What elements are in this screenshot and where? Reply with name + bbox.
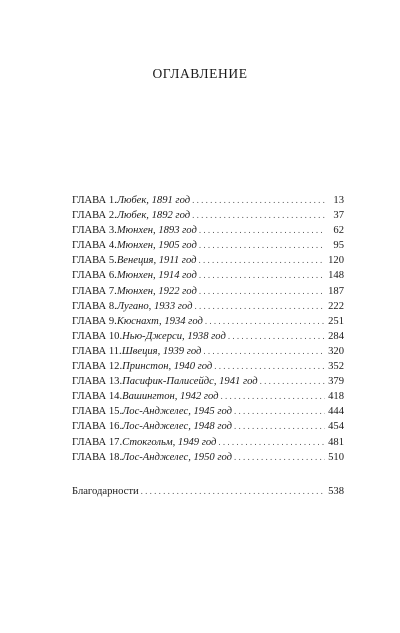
- page-number: 187: [328, 285, 344, 297]
- dot-leader: [199, 223, 325, 238]
- chapter-title: Венеция, 1911 год: [116, 255, 197, 267]
- chapter-title: Стокгольм, 1949 год: [122, 436, 217, 448]
- chapter-label: ГЛАВА 15.: [72, 406, 123, 418]
- dot-leader: [198, 253, 325, 268]
- page-number: 379: [328, 376, 344, 388]
- chapter-label: ГЛАВА 12.: [72, 361, 123, 373]
- dot-leader: [192, 208, 325, 223]
- chapter-label: ГЛАВА 7.: [72, 285, 117, 297]
- dot-leader: [234, 450, 325, 465]
- chapter-label: ГЛАВА 1.: [72, 195, 117, 206]
- chapter-title: Мюнхен, 1914 год: [116, 270, 197, 282]
- dot-leader: [260, 374, 325, 389]
- chapter-label: ГЛАВА 6.: [72, 270, 117, 282]
- page-number: 418: [328, 391, 344, 403]
- page-number: 148: [328, 270, 344, 282]
- dot-leader: [203, 344, 325, 359]
- toc-list: [72, 193, 344, 499]
- chapter-title: Любек, 1892 год: [116, 210, 191, 222]
- chapter-label: ГЛАВА 5.: [72, 255, 117, 267]
- chapter-title: Кюснахт, 1934 год: [116, 315, 203, 327]
- dot-leader: [218, 435, 325, 450]
- chapter-title: Лос-Анджелес, 1945 год: [122, 406, 232, 418]
- toc-entry-chapter-18[interactable]: [72, 450, 344, 465]
- page-number: 481: [328, 436, 344, 448]
- toc-entry-chapter-11[interactable]: [72, 344, 344, 359]
- chapter-title: Вашингтон, 1942 год: [122, 391, 219, 403]
- dot-leader: [192, 193, 325, 208]
- page-number: 320: [328, 345, 344, 357]
- page-number: 62: [333, 225, 344, 237]
- chapter-label: ГЛАВА 14.: [72, 391, 123, 403]
- chapter-title: Мюнхен, 1893 год: [116, 225, 197, 237]
- page-number: 222: [328, 300, 344, 312]
- toc-entry-chapter-6[interactable]: [72, 268, 344, 283]
- chapter-title: Швеция, 1939 год: [121, 345, 202, 357]
- chapter-title: Мюнхен, 1922 год: [116, 285, 197, 297]
- dot-leader: [199, 238, 325, 253]
- chapter-title: Мюнхен, 1905 год: [116, 240, 197, 252]
- page-number: 444: [328, 406, 344, 418]
- chapter-label: ГЛАВА 13.: [72, 376, 123, 388]
- chapter-title: Любек, 1891 год: [116, 195, 191, 206]
- chapter-label: ГЛАВА 11.: [72, 345, 122, 357]
- toc-entry-chapter-13[interactable]: [72, 374, 344, 389]
- dot-leader: [214, 359, 325, 374]
- page-number: 120: [328, 255, 344, 267]
- toc-entry-chapter-7[interactable]: [72, 284, 344, 299]
- toc-entry-chapter-2[interactable]: [72, 208, 344, 223]
- toc-entry-chapter-12[interactable]: [72, 359, 344, 374]
- chapter-title: Принстон, 1940 год: [122, 361, 213, 373]
- dot-leader: [199, 284, 325, 299]
- toc-entry-chapter-16[interactable]: [72, 419, 344, 434]
- dot-leader: [221, 389, 325, 404]
- chapter-title: Пасифик-Палисейдс, 1941 год: [122, 376, 258, 388]
- page-number: 251: [328, 315, 344, 327]
- toc-entry-chapter-1[interactable]: [72, 193, 344, 208]
- toc-heading: ОГЛАВЛЕНИЕ: [152, 66, 248, 81]
- page-number: 510: [328, 451, 344, 463]
- chapter-label: ГЛАВА 3.: [72, 225, 117, 237]
- toc-entry-chapter-15[interactable]: [72, 404, 344, 419]
- page-number: 13: [333, 195, 344, 206]
- toc-entry-chapter-9[interactable]: [72, 314, 344, 329]
- toc-entry-chapter-10[interactable]: [72, 329, 344, 344]
- acknowledgements-title: Благодарности: [72, 485, 139, 497]
- toc-entry-chapter-3[interactable]: [72, 223, 344, 238]
- page-number: 352: [328, 361, 344, 373]
- page-number: 538: [328, 485, 344, 497]
- page-number: 95: [333, 240, 344, 252]
- dot-leader: [234, 404, 325, 419]
- chapter-label: ГЛАВА 16.: [72, 421, 123, 433]
- chapter-label: ГЛАВА 9.: [72, 315, 117, 327]
- dot-leader: [234, 419, 325, 434]
- toc-entry-chapter-5[interactable]: [72, 253, 344, 268]
- chapter-label: ГЛАВА 4.: [72, 240, 117, 252]
- dot-leader: [194, 299, 325, 314]
- toc-entry-chapter-4[interactable]: [72, 238, 344, 253]
- toc-entry-chapter-17[interactable]: [72, 435, 344, 450]
- chapter-title: Лос-Анджелес, 1948 год: [122, 421, 232, 433]
- page-number: 284: [328, 330, 344, 342]
- toc-entry-acknowledgements[interactable]: [72, 484, 344, 499]
- chapter-label: ГЛАВА 17.: [72, 436, 123, 448]
- toc-entry-chapter-8[interactable]: [72, 299, 344, 314]
- dot-leader: [199, 268, 325, 283]
- chapter-label: ГЛАВА 8.: [72, 300, 117, 312]
- chapter-title: Лугано, 1933 год: [116, 300, 193, 312]
- dot-leader: [228, 329, 325, 344]
- chapter-title: Нью-Джерси, 1938 год: [122, 330, 226, 342]
- chapter-label: ГЛАВА 10.: [72, 330, 123, 342]
- chapter-label: ГЛАВА 2.: [72, 210, 117, 222]
- page-number: 37: [333, 210, 344, 222]
- dot-leader: [141, 484, 325, 499]
- chapter-title: Лос-Анджелес, 1950 год: [122, 451, 232, 463]
- chapter-label: ГЛАВА 18.: [72, 451, 123, 463]
- page-number: 454: [328, 421, 344, 433]
- dot-leader: [205, 314, 325, 329]
- toc-entry-chapter-14[interactable]: [72, 389, 344, 404]
